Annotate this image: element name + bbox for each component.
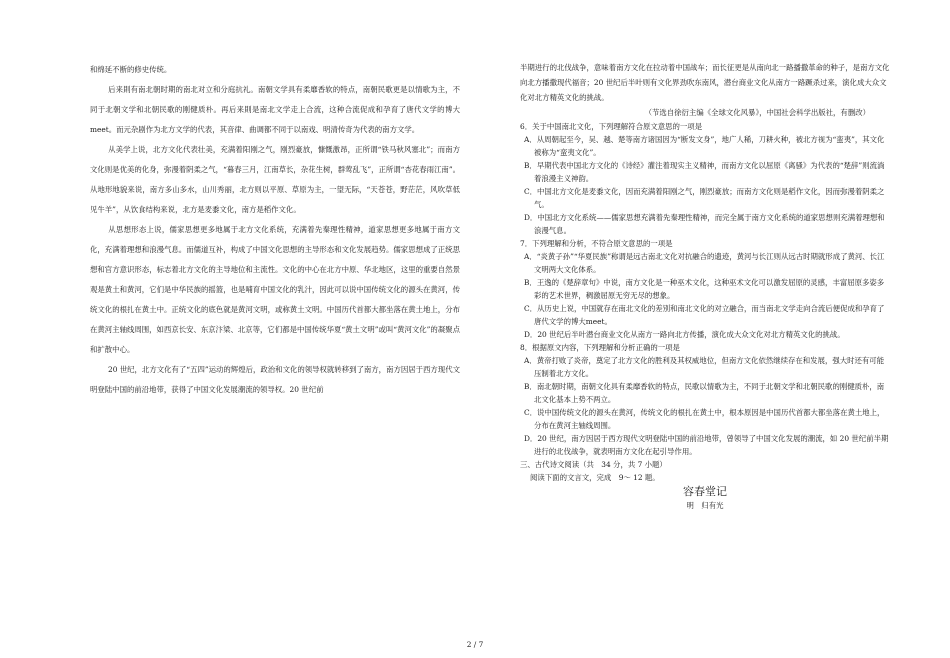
option: A．从周朝起至今，吴、越、楚等南方诸国因为“断发文身”，地广人稀，刀耕火种，被北方视为“蛮夷”，其文化被称为“蛮夷文化”。 [524, 135, 885, 157]
option: A．黄帝打败了炎帝，奠定了北方文化的胜利及其权威地位，但南方文化依然继续存在和发展，强大时还有可能压制着北方文化。 [524, 356, 885, 378]
paragraph: 从美学上说，北方文化代表壮美，充满着阳刚之气，刚烈豪放，慷慨激昂，正所谓“铁马秋风塞北”；而南方文化则是优美的化身，弥漫着阴柔之气，“暮春三月，江南草长，杂花生树，群莺乱飞”，正所谓“杏花春雨江南”。从地形地貌来说，南方多山多水，山川秀丽，北方则以平原、草原为主，一望无际，“天苍苍，野茫茫，风吹草低见牛羊”，从饮食结构来说，北方是麦黍文化，南方是稻作文化。 [90, 145, 460, 214]
question-7: 7．下列理解和分析，不符合原文意思的一项是 [520, 239, 673, 248]
option: B．南北朝时期，南朝文化具有柔靡香软的特点，民歌以情歌为主，不同于北朝文学和北朝民歌的刚健质朴，南北文化基本上势不两立。 [524, 382, 885, 404]
article-author: 明 归有光 [686, 501, 724, 510]
option: A．“炎黄子孙”“华夏民族”称谓是远古南北文化对抗融合的遗迹，黄河与长江则从远古时期就形成了黄河、长江文明两大文化体系。 [524, 252, 885, 274]
section-heading: 三、古代诗文阅读（共 34 分，共 7 小题） [520, 460, 667, 469]
option: C．中国北方文化是麦黍文化，因而充满着阳刚之气，刚烈豪放；而南方文化则是稻作文化，因而弥漫着阴柔之气。 [524, 187, 885, 209]
option: B．王逸的《楚辞章句》中说，南方文化是一种巫术文化，这种巫术文化可以激发屈原的灵感，丰富屈原多姿多彩的艺术世界，稠激屈原无穷无尽的想象。 [524, 278, 885, 300]
paragraph: 半期进行的北伐战争，意味着南方文化在拉动着中国战车；而长征更是从南向北一路播撒革命的种子，是南方文化向北方播撒现代福音；20 世纪后半叶则有文化界劲吹东南风，潜台商业文化从南方一路蹶杀过来，演化成大众文化对北方精英文化的挑战。 [520, 63, 890, 102]
option: C．从历史上说，中国就存在南北文化的差別和南北文化的对立融合，而当南北文学走向合流后便促成和孕育了唐代文学的博大meet。 [524, 304, 885, 326]
paragraph: 和绵延不断的修史传统。 [90, 65, 172, 74]
question-6: 6．关于中国南北文化，下列理解符合原文意思的一项是 [520, 122, 703, 131]
page-number: 2 / 7 [466, 640, 484, 649]
question-8: 8．根据原文内容，下列理解和分析正确的一项是 [520, 343, 680, 352]
right-column [520, 60, 890, 512]
option: B．早期代表中国北方文化的《诗经》灌注着现实主义精神，而南方文化以屈原《离骚》为代表的“楚辞”则流淌着浪漫主义神韵。 [524, 161, 885, 183]
article-title: 容春堂记 [683, 485, 727, 498]
left-column [90, 60, 460, 400]
option: D．中国北方文化系统——儒家思想充满着先秦理性精神，而完全属于南方文化系统的道家思想则充满着理想和浪漫气息。 [524, 213, 885, 235]
source-citation: （节选自徐衍主编《全球文化风暴》，中国社会科学出版社，有删改） [644, 108, 870, 117]
option: C．说中国传统文化的源头在黄河，传统文化的根扎在黄土中，根本原因是中国历代首都大都坐落在黄土地上，分布在黄河主轴线周围。 [524, 408, 885, 430]
paragraph: 20 世纪，北方文化有了“五四”运动的辉煌后，政治和文化的领导权就转移到了南方，南方因居于西方现代文明登陆中国的前沿地带，获得了中国文化发展潮流的领导权。20 世纪前 [90, 365, 460, 394]
option: D．20 世纪，南方因居于西方现代文明登陆中国的前沿地带，曾领导了中国文化发展的潮流，如 20 世纪前半期进行的北伐战争，就表明南方文化在起引导作用。 [524, 434, 889, 456]
paragraph: 后来則有南北朝时期的南北对立和分庭抗礼。南朝文学具有柔靡香软的特点，南朝民歌更是以情歌为主，不同于北朝文学和北朝民歌的刚健质朴。再后来則是南北文学走上合流，这种合流促成和孕育了唐代文学的博大meet。而元杂剧作为北方文学的代表，其音律、曲调都不同于以南戏、明清传奇为代表的南方文学。 [90, 85, 460, 134]
option: D．20 世纪后半叶潜台商业文化从南方一路向北方传播，演化成大众文化对北方精英文化的挑战。 [524, 330, 845, 339]
section-instruction: 阅读下面的文言文，完成 9～ 12 题。 [530, 473, 660, 482]
paragraph: 从思想形态上说，儒家思想更多地属于北方文化系统，充满着先秦理性精神，道家思想更多地属于南方文化，充满着理想和浪漫气息。而儒道互补，构成了中国文化思想的主导形态和文化发展趋势。儒家思想成了正统思想和官方意识形态，标志着北方文化的主导地位和主流性。文化的中心在北方中原、华北地区，这里的重要自然景观是黄土和黄河，它们是中华民族的摇篮，也是哺育中国文化的乳汁，因此可以说中国传统文化的源头在黄河，传统文化的根扎在黄土中。正统文化的底色就是黄河文明，或称黄土文明。中国历代首都大都坐落在黄土地上，分布在黄河主轴线周围，如西京长安、东京汴梁、北京等，它们都是中国传统华夏“黄土文明”或叫“黄河文化”的凝聚点和扩散中心。 [90, 225, 460, 354]
